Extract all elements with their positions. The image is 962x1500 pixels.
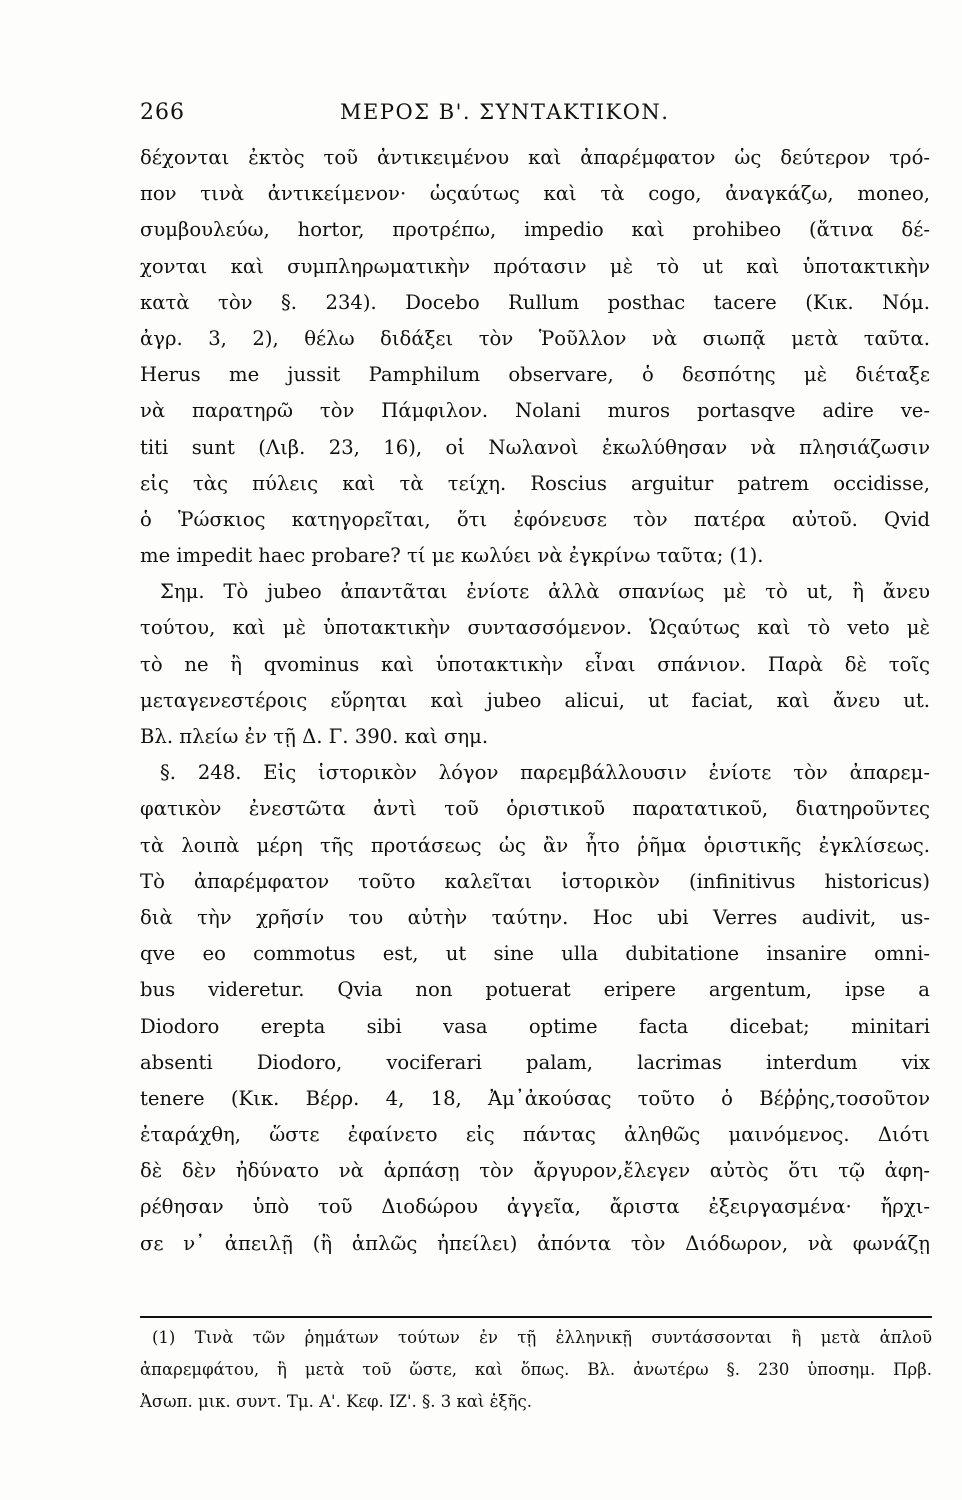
main-text: [140, 140, 930, 1262]
text-line: φατικὸν ἐνεστῶτα ἀντὶ τοῦ ὁριστικοῦ παρατατικοῦ, διατηροῦντες: [140, 797, 930, 821]
text-line: σε ν᾽ ἀπειλῇ (ἢ ἁπλῶς ἠπείλει) ἀπόντα τὸν Διόδωρον, νὰ φωνάζῃ: [140, 1231, 930, 1255]
footnote-line: ἀπαρεμφάτου, ἢ μετὰ τοῦ ὥστε, καὶ ὅπως. Βλ. ἀνωτέρω §. 230 ὑποσημ. Πρβ.: [140, 1360, 932, 1379]
note-line: τὸ ne ἢ qvominus καὶ ὑποτακτικὴν εἶναι σπάνιον. Παρὰ δὲ τοῖς: [140, 652, 930, 676]
text-line: πον τινὰ ἀντικείμενον· ὡςαύτως καὶ τὰ cogo, ἀναγκάζω, moneo,: [140, 182, 930, 206]
text-line: χονται καὶ συμπληρωματικὴν πρότασιν μὲ τὸ ut καὶ ὑποτακτικὴν: [140, 254, 930, 278]
text-line: δὲ δὲν ἠδύνατο νὰ ἁρπάσῃ τὸν ἄργυρον,ἔλεγεν αὐτὸς ὅτι τῷ ἀφη-: [140, 1159, 930, 1183]
note-line: τούτου, καὶ μὲ ὑποτακτικὴν συντασσόμενον. Ὡςαύτως καὶ τὸ veto μὲ: [140, 616, 930, 640]
text-line: bus videretur. Qvia non potuerat eripere argentum, ipse a: [140, 978, 930, 1002]
text-line: Τὸ ἀπαρέμφατον τοῦτο καλεῖται ἱστορικὸν (infinitivus historicus): [140, 869, 930, 893]
footnote-rule: [140, 1316, 932, 1318]
text-line: συμβουλεύω, hortor, προτρέπω, impedio καὶ prohibeo (ἅτινα δέ-: [140, 218, 930, 242]
text-line: Diodoro erepta sibi vasa optime facta dicebat; minitari: [140, 1014, 930, 1038]
text-line: ὁ Ῥώσκιος κατηγορεῖται, ὅτι ἐφόνευσε τὸν πατέρα αὐτοῦ. Qvid: [140, 507, 930, 531]
text-line: tenere (Κικ. Βέρρ. 4, 18, Ἀμ᾽ἀκούσας τοῦτο ὁ Βέῤῥης,τοσοῦτον: [140, 1086, 930, 1110]
note-line: Σημ. Τὸ jubeo ἀπαντᾶται ἐνίοτε ἀλλὰ σπανίως μὲ τὸ ut, ἢ ἄνευ: [160, 580, 930, 604]
section-line: §. 248. Εἰς ἱστορικὸν λόγον παρεμβάλλουσιν ἐνίοτε τὸν ἀπαρεμ-: [160, 761, 930, 785]
text-line: titi sunt (Λιβ. 23, 16), οἱ Νωλανοὶ ἐκωλύθησαν νὰ πλησιάζωσιν: [140, 435, 930, 459]
text-line: εἰς τὰς πύλεις καὶ τὰ τείχη. Roscius arguitur patrem occidisse,: [140, 471, 930, 495]
text-line: qve eo commotus est, ut sine ulla dubitatione insanire omni-: [140, 942, 930, 966]
text-line: διὰ τὴν χρῆσίν του αὐτὴν ταύτην. Hoc ubi Verres audivit, us-: [140, 905, 930, 929]
page-header: [140, 100, 930, 136]
note-line: Βλ. πλείω ἐν τῇ Δ. Γ. 390. καὶ σημ.: [140, 725, 489, 748]
page-number: 266: [140, 100, 185, 125]
footnote: [140, 1322, 932, 1418]
text-line: τὰ λοιπὰ μέρη τῆς προτάσεως ὡς ἂν ἦτο ῥῆμα ὁριστικῆς ἐγκλίσεως.: [140, 833, 930, 857]
text-line: νὰ παρατηρῶ τὸν Πάμφιλον. Nolani muros portasqve adire ve-: [140, 399, 930, 423]
text-line: ἐταράχθη, ὥστε ἐφαίνετο εἰς πάντας ἀληθῶς μαινόμενος. Διότι: [140, 1123, 930, 1147]
text-line: ἀγρ. 3, 2), θέλω διδάξει τὸν Ῥοῦλλον νὰ σιωπᾷ μετὰ ταῦτα.: [140, 326, 930, 350]
text-line: me impedit haec probare? τί με κωλύει νὰ ἐγκρίνω ταῦτα; (1).: [140, 544, 764, 568]
text-line: Herus me jussit Pamphilum observare, ὁ δεσπότης μὲ διέταξε: [140, 363, 930, 387]
text-line: absenti Diodoro, vociferari palam, lacrimas interdum vix: [140, 1050, 930, 1074]
text-line: δέχονται ἐκτὸς τοῦ ἀντικειμένου καὶ ἀπαρέμφατον ὡς δεύτερον τρό-: [140, 146, 930, 169]
footnote-line: (1) Τινὰ τῶν ῥημάτων τούτων ἐν τῇ ἑλληνικῇ συντάσσονται ἢ μετὰ ἁπλοῦ: [152, 1328, 932, 1347]
running-head: ΜΕΡΟΣ Β'. ΣΥΝΤΑΚΤΙΚΟΝ.: [340, 100, 670, 124]
text-line: ρέθησαν ὑπὸ τοῦ Διοδώρου ἀγγεῖα, ἄριστα ἐξειργασμένα· ἤρχι-: [140, 1195, 930, 1219]
footnote-line: Ἀσωπ. μικ. συντ. Τμ. Α'. Κεφ. ΙΖ'. §. 3 καὶ ἑξῆς.: [140, 1392, 532, 1411]
text-line: κατὰ τὸν §. 234). Docebo Rullum posthac tacere (Κικ. Νόμ.: [140, 290, 930, 314]
note-line: μεταγενεστέροις εὕρηται καὶ jubeo alicui, ut faciat, καὶ ἄνευ ut.: [140, 688, 930, 712]
